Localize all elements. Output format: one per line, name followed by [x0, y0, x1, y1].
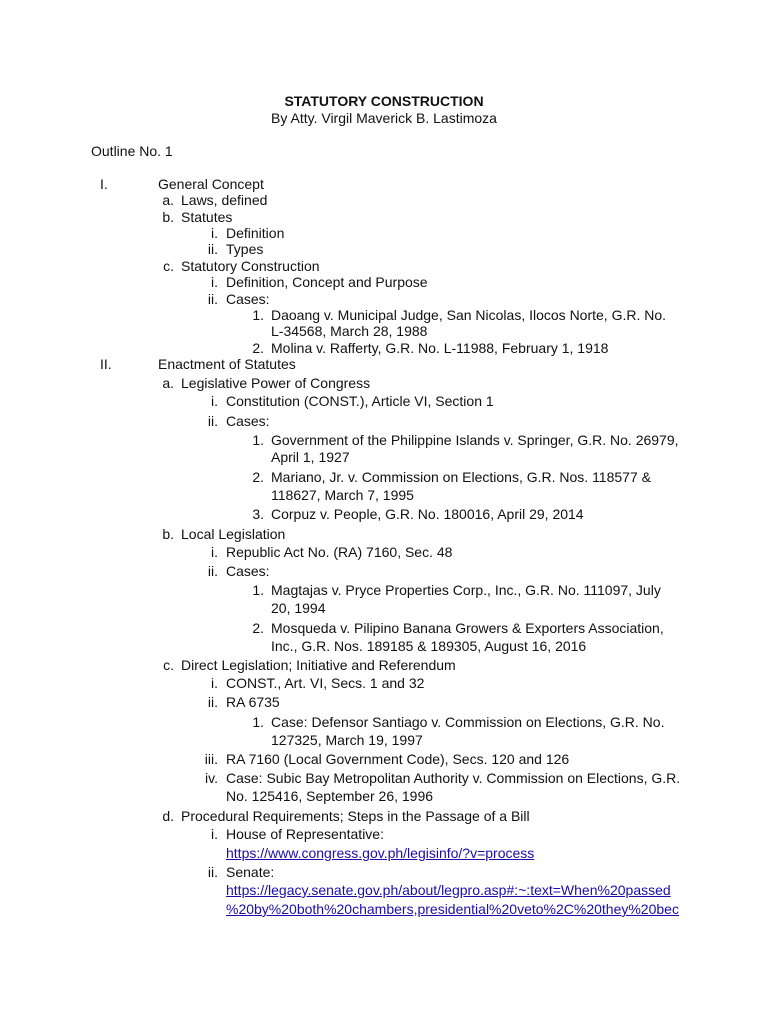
item-roman: i.: [211, 675, 218, 691]
case-citation-cont: 127325, March 19, 1997: [271, 732, 423, 748]
house-process-link[interactable]: https://www.congress.gov.ph/legisinfo/?v=process: [226, 845, 535, 861]
item-letter: b.: [162, 209, 174, 225]
item-roman: i.: [211, 274, 218, 290]
item-roman: iv.: [205, 770, 218, 786]
case-citation: Daoang v. Municipal Judge, San Nicolas, Ilocos Norte, G.R. No.: [271, 307, 667, 323]
item-roman: ii.: [207, 241, 218, 257]
case-citation-cont: 118627, March 7, 1995: [271, 487, 414, 503]
item-text: Cases:: [226, 291, 270, 307]
case-citation-cont: L-34568, March 28, 1988: [271, 323, 428, 339]
document-author: By Atty. Virgil Maverick B. Lastimoza: [271, 110, 497, 126]
case-citation: Corpuz v. People, G.R. No. 180016, April 29, 2014: [271, 506, 584, 522]
case-number: 1.: [252, 432, 264, 448]
section-number: I.: [100, 176, 108, 192]
item-text: RA 7160 (Local Government Code), Secs. 120 and 126: [226, 751, 570, 767]
item-text: Republic Act No. (RA) 7160, Sec. 48: [226, 544, 453, 560]
item-text: Definition, Concept and Purpose: [226, 274, 428, 290]
case-citation: Molina v. Rafferty, G.R. No. L-11988, February 1, 1918: [271, 340, 609, 356]
case-citation: Mariano, Jr. v. Commission on Elections, G.R. Nos. 118577 &: [271, 469, 651, 485]
case-number: 3.: [252, 506, 264, 522]
item-text: Cases:: [226, 413, 270, 429]
item-roman: i.: [211, 826, 218, 842]
case-citation: Mosqueda v. Pilipino Banana Growers & Exporters Association,: [271, 620, 664, 636]
item-text: Local Legislation: [181, 526, 286, 542]
case-citation-cont: Inc., G.R. Nos. 189185 & 189305, August 16, 2016: [271, 638, 587, 654]
case-number: 1.: [252, 307, 264, 323]
item-text: Definition: [226, 225, 285, 241]
item-text: RA 6735: [226, 694, 280, 710]
case-citation: Government of the Philippine Islands v. Springer, G.R. No. 26979,: [271, 432, 679, 448]
document-title: STATUTORY CONSTRUCTION: [284, 93, 484, 109]
item-roman: ii.: [207, 291, 218, 307]
item-roman: i.: [211, 393, 218, 409]
item-text: Legislative Power of Congress: [181, 375, 371, 391]
item-roman: ii.: [207, 694, 218, 710]
case-citation-cont: April 1, 1927: [271, 449, 350, 465]
item-letter: a.: [162, 192, 174, 208]
case-number: 1.: [252, 714, 264, 730]
item-letter: b.: [162, 526, 174, 542]
item-roman: ii.: [207, 563, 218, 579]
case-number: 1.: [252, 582, 264, 598]
item-text: Types: [226, 241, 264, 257]
item-text-cont: No. 125416, September 26, 1996: [226, 788, 434, 804]
item-text: Statutes: [181, 209, 233, 225]
item-text: Direct Legislation; Initiative and Referendum: [181, 657, 456, 673]
item-roman: i.: [211, 225, 218, 241]
case-number: 2.: [252, 620, 264, 636]
item-letter: d.: [162, 808, 174, 824]
item-letter: a.: [162, 375, 174, 391]
item-letter: c.: [163, 258, 174, 274]
item-text: Case: Subic Bay Metropolitan Authority v. Commission on Elections, G.R.: [226, 770, 681, 786]
section-heading: General Concept: [158, 176, 264, 192]
senate-process-link[interactable]: https://legacy.senate.gov.ph/about/legpro.asp#:~:text=When%20passed: [226, 882, 671, 898]
item-roman: ii.: [207, 864, 218, 880]
case-citation: Case: Defensor Santiago v. Commission on Elections, G.R. No.: [271, 714, 665, 730]
item-text: Procedural Requirements; Steps in the Passage of a Bill: [181, 808, 530, 824]
item-roman: ii.: [207, 413, 218, 429]
case-number: 2.: [252, 340, 264, 356]
senate-process-link-cont[interactable]: %20by%20both%20chambers,presidential%20veto%2C%20they%20bec: [226, 901, 679, 917]
outline-number: Outline No. 1: [91, 143, 173, 159]
case-citation-cont: 20, 1994: [271, 600, 326, 616]
item-text: Senate:: [226, 864, 275, 880]
item-roman: iii.: [204, 751, 218, 767]
item-text: Constitution (CONST.), Article VI, Section 1: [226, 393, 494, 409]
case-citation: Magtajas v. Pryce Properties Corp., Inc., G.R. No. 111097, July: [271, 582, 661, 598]
item-roman: i.: [211, 544, 218, 560]
item-text: Statutory Construction: [181, 258, 320, 274]
item-text: CONST., Art. VI, Secs. 1 and 32: [226, 675, 425, 691]
item-text: Cases:: [226, 563, 270, 579]
section-number: II.: [100, 356, 112, 372]
item-text: Laws, defined: [181, 192, 268, 208]
case-number: 2.: [252, 469, 264, 485]
item-letter: c.: [163, 657, 174, 673]
item-text: House of Representative:: [226, 826, 384, 842]
section-heading: Enactment of Statutes: [158, 356, 296, 372]
